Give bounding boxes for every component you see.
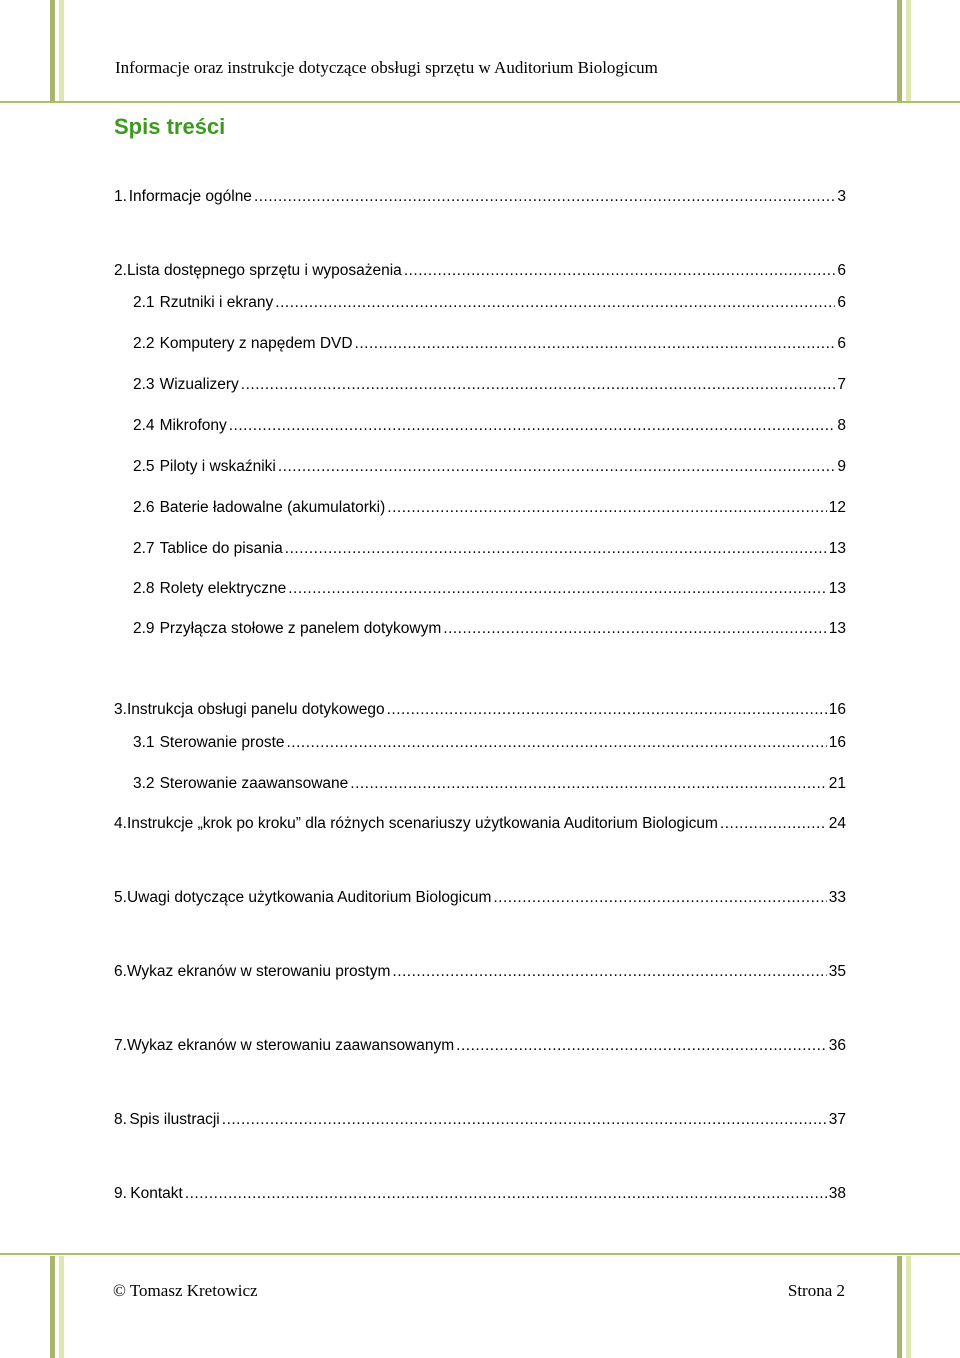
toc-entry-number: 2.9: [133, 620, 155, 637]
toc-entry-number: 3.: [114, 701, 127, 718]
toc-entry-title: Informacje ogólne: [128, 188, 252, 205]
toc-entry-page: 21: [828, 775, 846, 792]
toc-leader-dots: [350, 774, 826, 794]
toc-leader-dots: [229, 416, 836, 436]
header-bar-left-dark: [50, 0, 55, 102]
toc-entry-number: 1.: [114, 188, 127, 205]
toc-entry-page: 6: [837, 294, 846, 311]
toc-leader-dots: [392, 962, 826, 982]
toc-entry-page: 6: [837, 262, 846, 279]
footer-bar-right-light: [906, 1256, 911, 1358]
toc-entry-title: Mikrofony: [159, 417, 227, 434]
header-bar-left-light: [59, 0, 64, 102]
toc-entry-title: Spis ilustracji: [129, 1111, 220, 1128]
toc-entry-page: 35: [828, 963, 846, 980]
toc-subentry[interactable]: [133, 772, 846, 794]
toc-leader-dots: [404, 261, 836, 281]
footer-author: © Tomasz Kretowicz: [113, 1281, 258, 1300]
toc-entry[interactable]: [114, 1034, 846, 1056]
footer-bar-right-dark: [897, 1256, 902, 1358]
toc-entry-number: 2.7: [133, 540, 155, 557]
toc-entry-page: 8: [837, 417, 846, 434]
toc-subentry[interactable]: [133, 291, 846, 313]
toc-entry[interactable]: [114, 812, 846, 834]
toc-entry-number: 2.5: [133, 458, 155, 475]
toc-entry-number: 2.2: [133, 335, 155, 352]
footer-page-number: Strona 2: [787, 1281, 845, 1300]
toc-entry-number: 9.: [114, 1185, 127, 1202]
toc-subentry[interactable]: [133, 731, 846, 753]
toc-entry-title: Rzutniki i ekrany: [159, 294, 274, 311]
toc-entry-title: Kontakt: [130, 1185, 183, 1202]
toc-leader-dots: [720, 814, 827, 834]
footer-bar-left-dark: [50, 1256, 55, 1358]
toc-entry[interactable]: [114, 259, 846, 281]
toc-entry[interactable]: [114, 185, 846, 207]
toc-entry-title: Rolety elektryczne: [159, 580, 287, 597]
toc-subentry[interactable]: [133, 617, 846, 639]
toc-subentry[interactable]: [133, 537, 846, 559]
toc-subentry[interactable]: [133, 496, 846, 518]
toc-leader-dots: [275, 293, 835, 313]
toc-entry[interactable]: [114, 1108, 846, 1130]
toc-entry-title: Instrukcje „krok po kroku” dla różnych scenariuszy użytkowania Auditorium Biologicum: [126, 815, 718, 832]
toc-leader-dots: [285, 539, 827, 559]
toc-entry-number: 2.3: [133, 376, 155, 393]
toc-entry-page: 7: [837, 376, 846, 393]
toc-entry-title: Przyłącza stołowe z panelem dotykowym: [159, 620, 442, 637]
header-bar-right-light: [906, 0, 911, 102]
toc-entry[interactable]: [114, 886, 846, 908]
toc-leader-dots: [387, 700, 827, 720]
toc-entry-number: 8.: [114, 1111, 127, 1128]
toc-entry-title: Piloty i wskaźniki: [159, 458, 276, 475]
toc-entry-number: 5.: [114, 889, 127, 906]
toc-subentry[interactable]: [133, 455, 846, 477]
toc-leader-dots: [241, 375, 836, 395]
toc-leader-dots: [278, 457, 836, 477]
toc-entry-page: 13: [828, 620, 846, 637]
toc-heading: Spis treści: [114, 114, 226, 139]
toc-entry-title: Uwagi dotyczące użytkowania Auditorium Biologicum: [126, 889, 492, 906]
toc-leader-dots: [288, 579, 827, 599]
toc-subentry[interactable]: [133, 414, 846, 436]
toc-entry-number: 7.: [114, 1037, 127, 1054]
toc-entry-page: 24: [828, 815, 846, 832]
toc-entry-title: Baterie ładowalne (akumulatorki): [159, 499, 386, 516]
toc-leader-dots: [355, 334, 836, 354]
toc-entry[interactable]: [114, 960, 846, 982]
toc-entry-page: 16: [828, 734, 846, 751]
toc-entry-number: 3.1: [133, 734, 155, 751]
toc-entry-title: Wykaz ekranów w sterowaniu zaawansowanym: [126, 1037, 455, 1054]
toc-entry-number: 2.4: [133, 417, 155, 434]
toc-entry-title: Lista dostępnego sprzętu i wyposażenia: [126, 262, 402, 279]
toc-leader-dots: [387, 498, 826, 518]
footer-rule: [0, 1253, 960, 1255]
toc-entry-title: Sterowanie zaawansowane: [159, 775, 349, 792]
toc-entry-page: 33: [828, 889, 846, 906]
toc-leader-dots: [254, 187, 835, 207]
toc-entry-number: 6.: [114, 963, 127, 980]
toc-entry-number: 2.6: [133, 499, 155, 516]
toc-leader-dots: [443, 619, 826, 639]
toc-entry-number: 3.2: [133, 775, 155, 792]
toc-entry-page: 13: [828, 580, 846, 597]
toc-subentry[interactable]: [133, 577, 846, 599]
toc-subentry[interactable]: [133, 332, 846, 354]
toc-entry-title: Wizualizery: [159, 376, 239, 393]
toc-entry-number: 4.: [114, 815, 127, 832]
toc-leader-dots: [222, 1110, 827, 1130]
toc-entry-page: 36: [828, 1037, 846, 1054]
toc-entry[interactable]: [114, 1182, 846, 1204]
toc-entry-page: 12: [828, 499, 846, 516]
toc-entry-title: Instrukcja obsługi panelu dotykowego: [126, 701, 385, 718]
toc-entry-page: 6: [837, 335, 846, 352]
toc-entry-number: 2.1: [133, 294, 155, 311]
toc-entry-page: 13: [828, 540, 846, 557]
toc-leader-dots: [185, 1184, 827, 1204]
toc-subentry[interactable]: [133, 373, 846, 395]
toc-entry-page: 37: [828, 1111, 846, 1128]
toc-entry-page: 38: [828, 1185, 846, 1202]
toc-entry-title: Tablice do pisania: [159, 540, 283, 557]
toc-leader-dots: [493, 888, 826, 908]
toc-entry-title: Wykaz ekranów w sterowaniu prostym: [126, 963, 391, 980]
footer-bar-left-light: [59, 1256, 64, 1358]
toc-entry-number: 2.8: [133, 580, 155, 597]
toc-entry-number: 2.: [114, 262, 127, 279]
header-title: Informacje oraz instrukcje dotyczące obsługi sprzętu w Auditorium Biologicum: [115, 58, 658, 77]
toc-entry-page: 3: [837, 188, 846, 205]
header-bar-right-dark: [897, 0, 902, 102]
toc-entry-page: 16: [828, 701, 846, 718]
header-rule: [0, 101, 960, 103]
toc-entry[interactable]: [114, 698, 846, 720]
toc-entry-title: Komputery z napędem DVD: [159, 335, 353, 352]
toc-leader-dots: [456, 1036, 827, 1056]
toc-entry-title: Sterowanie proste: [159, 734, 285, 751]
toc-entry-page: 9: [837, 458, 846, 475]
toc-leader-dots: [287, 733, 827, 753]
